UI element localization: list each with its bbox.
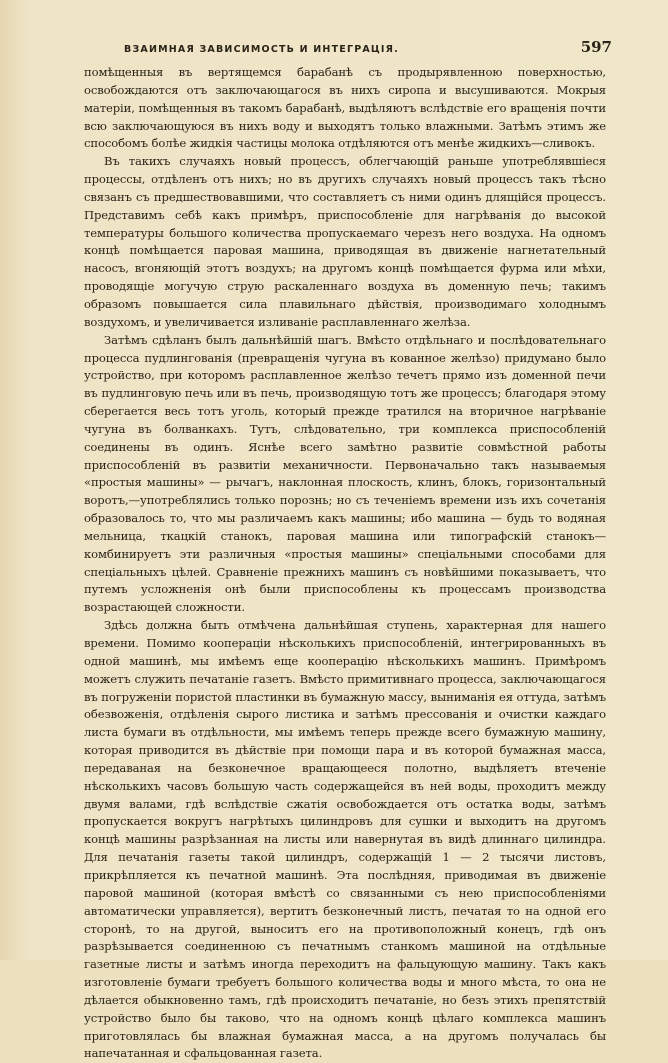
paragraph: помѣщенныя въ вертящемся барабанѣ съ продырявленною поверхностью, освобождаются отъ заключающагося въ нихъ сиропа и высушиваются. Мокрыя матеріи, помѣщенныя въ такомъ барабанѣ, выдѣляютъ вслѣдствіе его вращенія почти всю заключающуюся въ нихъ воду и выходятъ только влажными. Затѣмъ этимъ же способомъ болѣе жидкія частицы молока отдѣляются отъ менѣе жидкихъ—сливокъ. — [84, 65, 606, 151]
paragraph: Здѣсь должна быть отмѣчена дальнѣйшая ступень, характерная для нашего времени. Помимо кооперацiи нѣсколькихъ приспособленій, интегрированныхъ въ одной машинѣ, мы имѣемъ еще кооперацію нѣсколькихъ машинъ. Примѣромъ можетъ служить печатаніе газетъ. Вмѣсто примитивнаго процесса, заключающагося въ погруженіи пористой пластинки въ бумажную массу, выниманія ея оттуда, затѣмъ обезвоженія, отдѣленія сырого листика и затѣмъ прессованія и очистки каждаго листа бумаги въ отдѣльности, мы имѣемъ теперь прежде всего бумажную машину, которая приводится въ дѣйствіе при помощи пара и въ которой бумажная масса, передаваная на безконечное вращающееся полотно, выдѣляетъ втеченіе нѣсколькихъ часовъ большую часть содержащейся въ ней воды, проходитъ между двумя валами, гдѣ вслѣдствіе сжатія освобождается отъ остатка воды, затѣмъ пропускается вокругъ нагрѣтыхъ цилиндровъ для сушки и выходитъ на другомъ концѣ машины разрѣзанная на листы или навернутая въ видѣ длиннаго цилиндра. Для печатанія газеты такой цилиндръ, содержащій 1 — 2 тысячи листовъ, прикрѣпляется къ печатной машинѣ. Эта послѣдняя, приводимая въ движеніе паровой машиной (которая вмѣстѣ со связанными съ нею приспособленіями автоматически управляется), вертитъ безконечный листъ, печатая то на одной его сторонѣ, то на другой, выноситъ его на противоположный конецъ, гдѣ онъ разрѣзывается соединенною съ печатнымъ станкомъ машиной на отдѣльные газетные листы и затѣмъ иногда переходитъ на фальцующую машину. Такъ какъ изготовленіе бумаги требуетъ большого количества воды и много мѣста, то она не дѣлается обыкновенно тамъ, гдѣ происходитъ печатаніе, но безъ этихъ препятствій устройство было бы таково, что на одномъ концѣ цѣлаго комплекса машинъ приготовлялась бы влажная бумажная масса, а на другомъ получалась бы напечатанная и сфальцованная газета. — [84, 618, 606, 1061]
page-header — [124, 38, 612, 60]
body-text — [84, 64, 606, 1063]
page-number: 597 — [580, 38, 612, 56]
paragraph: Затѣмъ сдѣланъ былъ дальнѣйшій шагъ. Вмѣсто отдѣльнаго и послѣдовательнаго процесса пудлингованія (превращенія чугуна въ кованное желѣзо) придумано было устройство, при которомъ расплавленное желѣзо течетъ прямо изъ доменной печи въ пудлинговую печь или въ печь, производящую тотъ же процессъ; благодаря этому сберегается весь тотъ уголь, который прежде тратился на вторичное нагрѣваніе чугуна въ болванкахъ. Тутъ, слѣдовательно, три комплекса приспособленій соединены въ одинъ. Яснѣе всего замѣтно развитіе совмѣстной работы приспособленій въ развитіи механичности. Первоначально такъ называемыя «простыя машины» — рычагъ, наклонная плоскость, клинъ, блокъ, горизонтальный воротъ,—употреблялись только порознь; но съ теченіемъ времени изъ ихъ сочетанія образовалось то, что мы различаемъ какъ машины; ибо машина — будь то водяная мельница, ткацкій станокъ, паровая машина или типографскій станокъ—комбинируетъ эти различныя «простыя машины» спеціальными способами для спеціальныхъ цѣлей. Сравненіе прежнихъ машинъ съ новѣйшими показываетъ, что путемъ усложненія онѣ были приспособлены къ процессамъ производства возрастающей сложности. — [84, 332, 606, 615]
running-head: ВЗАИМНАЯ ЗАВИСИМОСТЬ И ИНТЕГРАЦІЯ. — [124, 44, 399, 55]
paragraph: Въ такихъ случаяхъ новый процессъ, облегчающій раньше употреблявшіеся процессы, отдѣленъ отъ нихъ; но въ другихъ случаяхъ новый процессъ такъ тѣсно связанъ съ предшествовавшими, что составляетъ съ ними одинъ длящійся процессъ. Представимъ себѣ какъ примѣръ, приспособленіе для нагрѣванія до высокой температуры большого количества пропускаемаго черезъ него воздуха. На одномъ концѣ помѣщается паровая машина, приводящая въ движеніе нагнетательный насосъ, вгоняющій этотъ воздухъ; на другомъ концѣ помѣщается фурма или мѣхи, проводящіе могучую струю раскаленнаго воздуха въ доменную печь; такимъ образомъ повышается сила плавильнаго дѣйствія, производимаго холоднымъ воздухомъ, и увеличивается изливаніе расплавленнаго желѣза. — [84, 154, 606, 329]
